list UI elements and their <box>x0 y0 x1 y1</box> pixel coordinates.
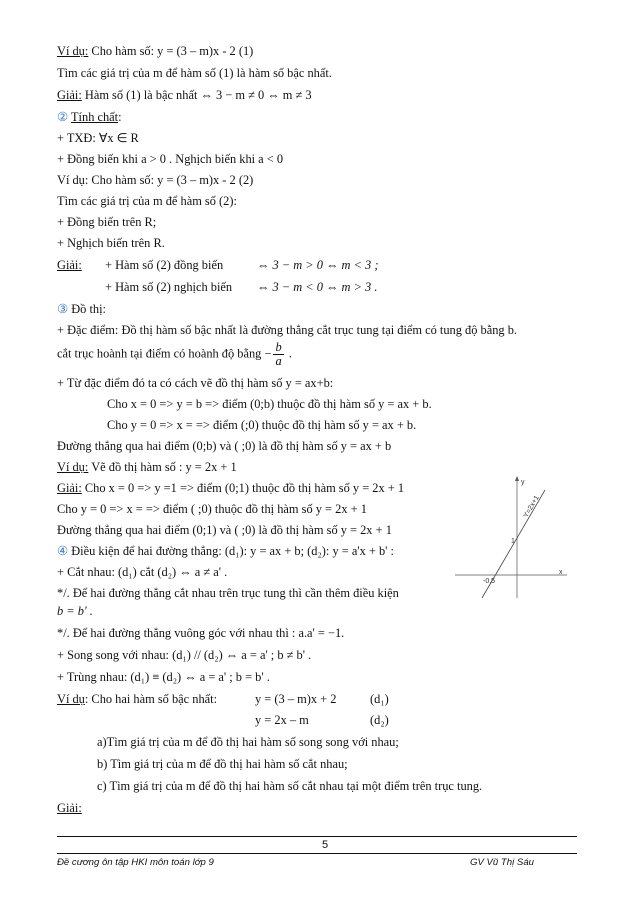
question-a: a)Tìm giá trị của m để đồ thị hai hàm số song song với nhau; <box>97 735 399 749</box>
example-1 <box>57 44 253 59</box>
fraction-line: cắt trục hoành tại điểm có hoành độ bằng − $\frac{b}{a}$ . <box>57 340 292 368</box>
example-3: Ví dụ: Cho hai hàm số bậc nhất: y = (3 – m)x + 2 (d₁) <box>57 692 389 706</box>
function-label: Y=2x+1 <box>522 494 541 519</box>
footer-rule-2 <box>57 853 577 854</box>
text-line: + Đồng biến khi a > 0 . Nghịch biến khi a < 0 <box>57 152 284 166</box>
footer-right: GV Vũ Thị Sáu <box>470 857 534 868</box>
text-line: */. Để hai đường thẳng cắt nhau trên trục tung thì cần thêm điều kiện <box>57 586 399 600</box>
solution-label: Giải: <box>57 801 82 815</box>
text-line: b = b' . <box>57 604 93 618</box>
circled-number: ③ <box>57 302 69 316</box>
footer-left: Đề cương ôn tập HKI môn toán lớp 9 <box>57 857 214 868</box>
text-line: Cho x = 0 => y = b => điểm (0;b) thuộc đồ thị hàm số y = ax + b. <box>107 397 432 411</box>
footer-rule <box>57 836 577 837</box>
solution-label: Giải: <box>57 88 82 102</box>
section-heading-properties: ② Tính chất: <box>57 110 122 124</box>
heading-text: Tính chất <box>70 110 119 124</box>
text-line: + Đồng biến trên R; <box>57 215 157 229</box>
question-b: b) Tìm giá trị của m để đồ thị hai hàm số cắt nhau; <box>97 757 348 771</box>
text-line: + Từ đặc điểm đó ta có cách vẽ đồ thị hàm số y = ax+b: <box>57 376 334 390</box>
text-line: */. Để hai đường thẳng vuông góc với nhau thì : a.a' = −1. <box>57 626 345 640</box>
circled-number: ④ <box>57 544 69 558</box>
example-label: Ví dụ: <box>57 44 89 58</box>
page-number: 5 <box>322 839 329 851</box>
fraction-b-over-a: $\frac{b}{a}$ <box>275 340 282 368</box>
text-line: Tìm các giá trị của m để hàm số (2): <box>57 194 237 208</box>
text-line: + Cắt nhau: (d₁) cắt (d₂) ⇔ a ≠ a' . <box>57 565 228 579</box>
solution-3: Giải: Cho x = 0 => y =1 => điểm (0;1) thuộc đồ thị hàm số y = 2x + 1 <box>57 481 405 495</box>
section-heading-graph: ③ Đồ thị: <box>57 302 106 316</box>
y-axis-arrow-icon <box>515 476 519 481</box>
solution-text: Hàm số (1) là bậc nhất ⇔ 3 − m ≠ 0 ⇔ m ≠ 3 <box>81 88 312 102</box>
text-line: + Song song với nhau: (d₁) // (d₂) ⇔ a = a' ; b ≠ b' . <box>57 648 312 662</box>
circled-number: ② <box>57 110 69 124</box>
text-line: + TXĐ: ∀x ∈ R <box>57 131 139 145</box>
text-line: + Đặc điểm: Đồ thị hàm số bậc nhất là đường thẳng cắt trục tung tại điểm có tung độ bằng b. <box>57 323 518 337</box>
question-c: c) Tìm giá trị của m để đồ thị hai hàm số cắt nhau tại một điểm trên trục tung. <box>97 779 483 793</box>
text-line: + Nghịch biến trên R. <box>57 236 165 250</box>
solution-2a: Giải: + Hàm số (2) đồng biến ⇔ 3 − m > 0 ⇔ m < 3 ; <box>57 258 379 272</box>
section-heading-conditions: ④ Điều kiện để hai đường thẳng: (d₁): y = ax + b; (d₂): y = a'x + b' : <box>57 544 394 558</box>
example-2: Ví dụ: Vẽ đồ thị hàm số : y = 2x + 1 <box>57 460 237 474</box>
x-axis-label: x <box>559 569 563 576</box>
y-intercept-label: 1 <box>511 538 515 545</box>
x-intercept-label: -0,5 <box>483 578 496 585</box>
solution-1 <box>57 88 312 103</box>
line-graph-figure <box>455 470 570 600</box>
text-line: + Trùng nhau: (d₁) ≡ (d₂) ⇔ a = a' ; b = b' . <box>57 670 270 684</box>
text-line: Cho y = 0 => x = => điểm (;0) thuộc đồ thị hàm số y = ax + b. <box>107 418 417 432</box>
text-line: Ví dụ: Cho hàm số: y = (3 – m)x - 2 (2) <box>57 173 254 187</box>
text-line: Đường thẳng qua hai điểm (0;1) và ( ;0) là đồ thị hàm số y = 2x + 1 <box>57 523 392 537</box>
y-axis-label: y <box>521 479 525 486</box>
text-line: Cho y = 0 => x = => điểm ( ;0) thuộc đồ thị hàm số y = 2x + 1 <box>57 502 367 516</box>
text-line: Tìm các giá trị của m để hàm số (1) là hàm số bậc nhất. <box>57 66 332 80</box>
text-line: Đường thẳng qua hai điểm (0;b) và ( ;0) là đồ thị hàm số y = ax + b <box>57 439 392 453</box>
example-text: Cho hàm số: y = (3 – m)x - 2 (1) <box>88 44 254 58</box>
